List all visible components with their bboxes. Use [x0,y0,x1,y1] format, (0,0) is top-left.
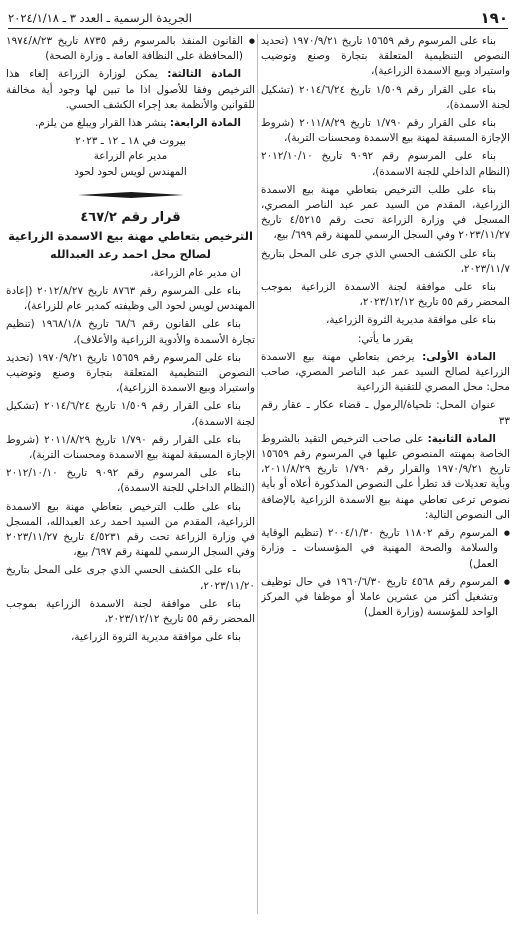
page-header [8,4,508,29]
recital: بناء على القرار رقم ١/٥٠٩ تاريخ ٢٠١٤/٦/٢٤ (تشكيل لجنة الاسمدة)، [6,400,255,428]
recital: بناء على المرسوم رقم ١٥٦٥٩ تاريخ ١٩٧٠/٩/٢١ (تحديد النصوص التنظيمية المتعلقة بتجارة وصنع وتوضيب واستيراد وبيع الاسمدة الزراعية)، [261,35,510,78]
article-3 [6,67,255,113]
recital: بناء على موافقة مديرية الثروة الزراعية، [71,631,241,644]
bullet-item: ● المرسوم رقم ٤٥٦٨ تاريخ ١٩٦٠/٦/٣٠ في حال توظيف وتشغيل أكثر من عشرين عاملا أو موظفا في المركز الواحد للمؤسسة (وزارة العمل) [261,575,510,621]
decides-line: يقرر ما يأتي: [357,332,414,345]
signature-place-date: بيروت في ١٨ ـ ١٢ ـ ٢٠٢٣ [75,135,186,148]
recital: بناء على الكشف الحسي الذي جرى على المحل بتاريخ ٢٠٢٣/١١/٢٠، [6,564,255,592]
article-text: ينشر هذا القرار ويبلغ من يلزم. [34,117,167,130]
recital: بناء على طلب الترخيص بتعاطي مهنة بيع الاسمدة الزراعية، المقدم من السيد عمر عبد الناصر المصري، المسجل في وزارة الزراعة تحت رقم ٤/٥٢١٥ تاريخ ٢٠٢٣/١١/٢٧ وفي السجل الرسمي للمهنة رقم ٦٩٩/ بيع، [261,183,510,242]
article-label: المادة الثالثة: [167,68,242,81]
page-number: ١٩٠ [480,9,508,27]
right-column [261,34,510,930]
recital: بناء على موافقة لجنة الاسمدة الزراعية بموجب المحضر رقم ٥٥ تاريخ ٢٠٢٣/١٢/١٢، [6,597,255,626]
shop-address: عنوان المحل: تلحياة/الرمول ـ قضاء عكار ـ عقار رقم ٣٣ [261,399,510,427]
recital: بناء على القرار رقم ١/٧٩٠ تاريخ ٢٠١١/٨/٢٩ (شروط الإجازة المسبقة لمهنة بيع الاسمدة ومحسنات التربة)، [6,433,255,462]
recital: بناء على القرار رقم ١/٧٩٠ تاريخ ٢٠١١/٨/٢٩ (شروط الإجازة المسبقة لمهنة بيع الاسمدة ومحسنات التربة)، [261,117,510,145]
decree-intro: ان مدير عام الزراعة، [150,266,241,279]
article-label: المادة الأولى: [422,350,496,363]
decree-title: الترخيص بتعاطي مهنة بيع الاسمدة الزراعية [8,228,253,243]
signature-title: مدير عام الزراعة [93,150,168,163]
recital: بناء على طلب الترخيص بتعاطي مهنة بيع الاسمدة الزراعية، المقدم من السيد احمد رعد العبدالله، المسجل في وزارة الزراعة تحت رقم ٤/٥٢٣١ تاريخ ٢٠٢٣/١١/٢٧ وفي السجل الرسمي للمهنة رقم ٦٩٧/ بيع، [6,500,255,559]
gazette-title: الجريدة الرسمية ـ العدد ٣ ـ ٢٠٢٤/١/١٨ [8,11,192,25]
decree-subtitle: لصالح محل احمد رعد العبدالله [50,247,211,261]
article-4 [6,116,255,131]
left-column [6,34,255,930]
article-label: المادة الثانية: [427,432,496,445]
recital: بناء على القانون رقم ٦٨/٦ تاريخ ١٩٦٨/١/٨ (تنظيم تجارة الأسمدة والأدوية الزراعية والأعلاف)، [6,318,255,346]
signature-name: المهندس لويس لحود لحود [74,165,187,178]
recital: بناء على المرسوم رقم ١٥٦٥٩ تاريخ ١٩٧٠/٩/٢١ (تحديد النصوص التنظيمية المتعلقة بتجارة وصنع وتوضيب واستيراد وبيع الاسمدة الزراعية)، [6,351,255,395]
article-text: على صاحب الترخيص التقيد بالشروط الخاصة بمهنته المنصوص عليها في المرسوم رقم ١٥٦٥٩ تاريخ ١٩٧٠/٩/٢١ والقرار رقم ١/٧٩٠ تاريخ ٢٠١١/٨/٢٩، وبأية تعديلات قد تطرأ على النصوص المذكورة أعلاه أو بأية نصوص ترعى تعاطي مهنة بيع الاسمدة الزراعية بالإضافة الى النصوص التالية: [261,432,510,521]
recital: بناء على المرسوم رقم ٨٧٦٣ تاريخ ٢٠١٢/٨/٢٧ (إعادة المهندس لويس لحود الى وظيفته كمدير عام للزراعة)، [6,285,255,313]
article-text: يمكن لوزارة الزراعة إلغاء هذا الترخيص وفقا للأصول اذا ما تبين لها وجود أية مخالفة للقوانين والأنظمة بعد إجراء الكشف الحسي. [6,68,255,111]
article-text: يرخص بتعاطي مهنة بيع الاسمدة الزراعية لصالح السيد عمر عبد الناصر المصري، صاحب محل: محل المصري للتقنية الزراعية [261,350,510,394]
recital: بناء على المرسوم رقم ٩٠٩٢ تاريخ ٢٠١٢/١٠/١٠ (النظام الداخلي للجنة الاسمدة)، [6,467,255,495]
recital: بناء على موافقة مديرية الثروة الزراعية، [326,314,496,327]
recital: بناء على موافقة لجنة الاسمدة الزراعية بموجب المحضر رقم ٥٥ تاريخ ٢٠٢٣/١٢/١٢، [261,281,510,309]
recital: بناء على المرسوم رقم ٩٠٩٢ تاريخ ٢٠١٢/١٠/١٠ (النظام الداخلي للجنة الاسمدة)، [261,150,510,178]
recital: بناء على القرار رقم ١/٥٠٩ تاريخ ٢٠١٤/٦/٢٤ (تشكيل لجنة الاسمدة)، [261,83,510,111]
column-divider [257,34,258,914]
separator-ornament [6,184,255,203]
recital: بناء على الكشف الحسي الذي جرى على المحل بتاريخ ٢٠٢٣/١١/٧، [261,247,510,275]
article-1 [261,350,510,396]
article-2 [261,432,510,523]
decree-number: قرار رقم ٤٦٧/٢ [80,209,181,225]
article-label: المادة الرابعة: [169,117,241,130]
bullet-item: ● القانون المنفذ بالمرسوم رقم ٨٧٣٥ تاريخ ١٩٧٤/٨/٢٣ (المحافظة على النظافة العامة ـ وزارة الصحة) [6,34,255,64]
bullet-item: ● المرسوم رقم ١١٨٠٢ تاريخ ٢٠٠٤/١/٣٠ (تنظيم الوقاية والسلامة والصحة المهنية في المؤسسات ـ وزارة العمل) [261,526,510,572]
